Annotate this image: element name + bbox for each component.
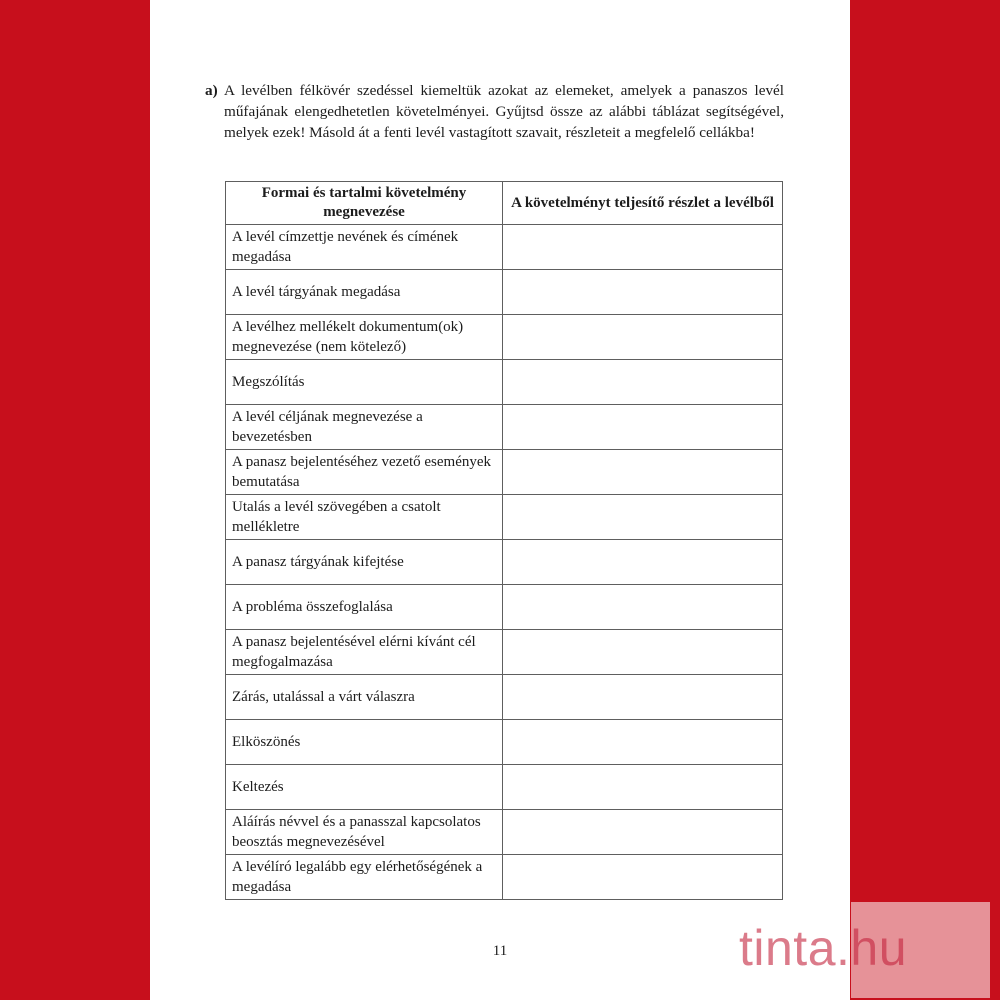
answer-cell: [503, 675, 783, 720]
requirement-cell: Aláírás névvel és a panasszal kapcsolatos beosztás megnevezésével: [226, 810, 503, 855]
table-row: [226, 585, 783, 630]
task-label: a): [205, 82, 218, 99]
answer-cell: [503, 405, 783, 450]
answer-cell: [503, 270, 783, 315]
table-row: [226, 450, 783, 495]
watermark-logo: tinta.hu: [739, 920, 908, 976]
table-row: [226, 270, 783, 315]
requirement-cell: A panasz bejelentéséhez vezető események bemutatása: [226, 450, 503, 495]
requirement-cell: A levél céljának megnevezése a bevezetésben: [226, 405, 503, 450]
answer-cell: [503, 315, 783, 360]
requirement-cell: A levélhez mellékelt dokumentum(ok) megnevezése (nem kötelező): [226, 315, 503, 360]
requirement-cell: A panasz tárgyának kifejtése: [226, 540, 503, 585]
answer-cell: [503, 810, 783, 855]
table-row: [226, 315, 783, 360]
answer-cell: [503, 855, 783, 900]
answer-cell: [503, 360, 783, 405]
header-letter-excerpt: A követelményt teljesítő részlet a levélből: [503, 182, 783, 225]
table-row: [226, 495, 783, 540]
table-row: [226, 630, 783, 675]
table-row: [226, 360, 783, 405]
answer-cell: [503, 630, 783, 675]
requirement-cell: Megszólítás: [226, 360, 503, 405]
table-row: [226, 855, 783, 900]
answer-cell: [503, 720, 783, 765]
table-row: [226, 225, 783, 270]
table-row: [226, 675, 783, 720]
requirement-cell: Zárás, utalással a várt válaszra: [226, 675, 503, 720]
page-number: 11: [492, 943, 508, 959]
answer-cell: [503, 495, 783, 540]
answer-cell: [503, 225, 783, 270]
answer-cell: [503, 450, 783, 495]
table-row: [226, 765, 783, 810]
answer-cell: [503, 540, 783, 585]
answer-cell: [503, 765, 783, 810]
header-requirement-name: Formai és tartalmi követelmény megnevezése: [226, 182, 503, 225]
document-page: [150, 0, 850, 1000]
table-row: [226, 810, 783, 855]
table-header-row: [226, 182, 783, 225]
requirement-cell: A probléma összefoglalása: [226, 585, 503, 630]
requirements-table: [225, 181, 783, 900]
answer-cell: [503, 585, 783, 630]
requirement-cell: Elköszönés: [226, 720, 503, 765]
table-row: [226, 405, 783, 450]
task-instruction: [205, 80, 784, 143]
table-row: [226, 540, 783, 585]
requirement-cell: A levélíró legalább egy elérhetőségének a megadása: [226, 855, 503, 900]
requirement-cell: A levél címzettje nevének és címének megadása: [226, 225, 503, 270]
requirement-cell: A levél tárgyának megadása: [226, 270, 503, 315]
task-text: A levélben félkövér szedéssel kiemeltük azokat az elemeket, amelyek a panaszos levél műfajának elengedhetetlen követelményei. Gyűjtsd össze az alábbi táblázat segítségével, melyek ezek! Másold át a fenti levél vastagított szavait, részleteit a megfelelő cellákba!: [224, 82, 784, 141]
requirement-cell: Utalás a levél szövegében a csatolt mellékletre: [226, 495, 503, 540]
table-row: [226, 720, 783, 765]
requirement-cell: Keltezés: [226, 765, 503, 810]
requirement-cell: A panasz bejelentésével elérni kívánt cél megfogalmazása: [226, 630, 503, 675]
